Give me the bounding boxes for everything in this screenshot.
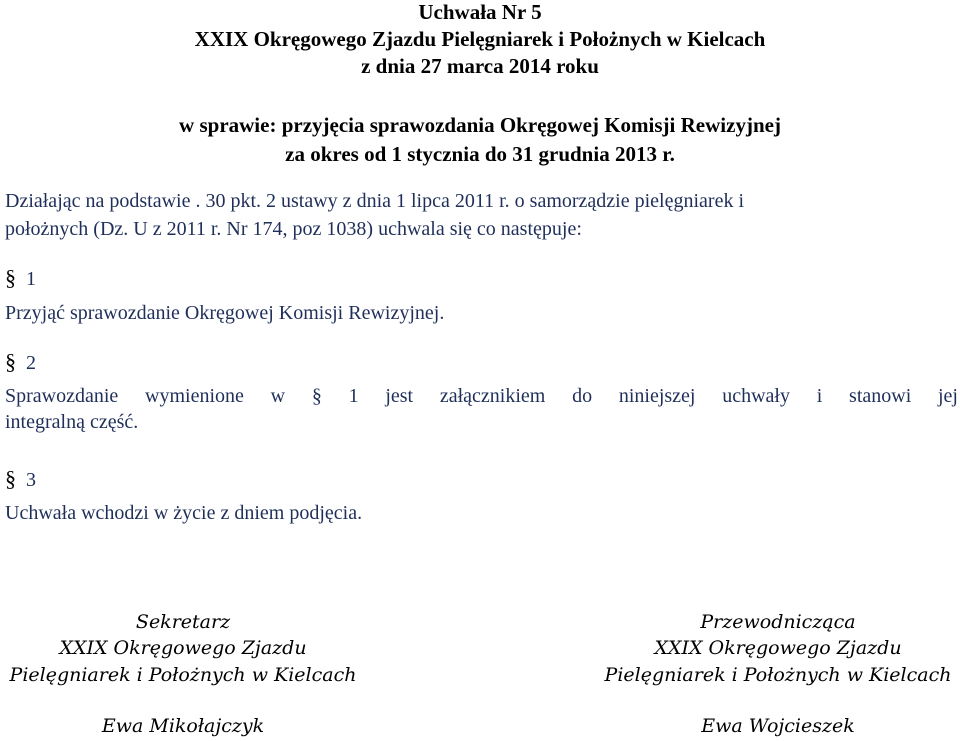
section-number: 1 — [26, 268, 36, 290]
secretary-org-line-1: XXIX Okręgowego Zjazdu — [59, 637, 307, 659]
section-symbol: § — [5, 466, 16, 491]
section-number: 2 — [26, 352, 36, 374]
chair-org-line-2: Pielęgniarek i Położnych w Kielcach — [604, 664, 952, 686]
section-2-text-line-2: integralną część. — [5, 411, 139, 433]
secretary-org-line-2: Pielęgniarek i Położnych w Kielcach — [9, 664, 357, 686]
section-number: 3 — [26, 469, 36, 491]
section-heading-2 — [5, 348, 36, 377]
subject-line-1: w sprawie: przyjęcia sprawozdania Okręgowej Komisji Rewizyjnej — [179, 113, 781, 137]
assembly-name: XXIX Okręgowego Zjazdu Pielęgniarek i Położnych w Kielcach — [194, 27, 766, 51]
resolution-title: Uchwała Nr 5 — [418, 0, 542, 24]
section-1-text: Przyjąć sprawozdanie Okręgowej Komisji Rewizyjnej. — [5, 302, 445, 324]
secretary-name: Ewa Mikołajczyk — [101, 715, 265, 737]
section-symbol: § — [5, 265, 16, 290]
section-heading-1 — [5, 264, 36, 293]
legal-basis-line-2: położnych (Dz. U z 2011 r. Nr 174, poz 1038) uchwala się co następuje: — [5, 218, 582, 240]
section-symbol: § — [5, 349, 16, 374]
resolution-date: z dnia 27 marca 2014 roku — [361, 54, 599, 78]
chair-name: Ewa Wojcieszek — [701, 715, 855, 737]
secretary-role: Sekretarz — [135, 611, 231, 633]
section-3-text: Uchwała wchodzi w życie z dniem podjęcia. — [5, 502, 363, 524]
legal-basis-line-1: Działając na podstawie . 30 pkt. 2 ustawy z dnia 1 lipca 2011 r. o samorządzie pielęgniarek i — [5, 190, 745, 212]
subject-line-2: za okres od 1 stycznia do 31 grudnia 2013 r. — [285, 142, 675, 166]
section-heading-3 — [5, 465, 36, 494]
chair-role: Przewodnicząca — [700, 611, 856, 633]
chair-org-line-1: XXIX Okręgowego Zjazdu — [654, 637, 902, 659]
section-2-text-line-1: Sprawozdanie wymienione w § 1 jest załącznikiem do niniejszej uchwały i stanowi jej — [5, 385, 958, 407]
